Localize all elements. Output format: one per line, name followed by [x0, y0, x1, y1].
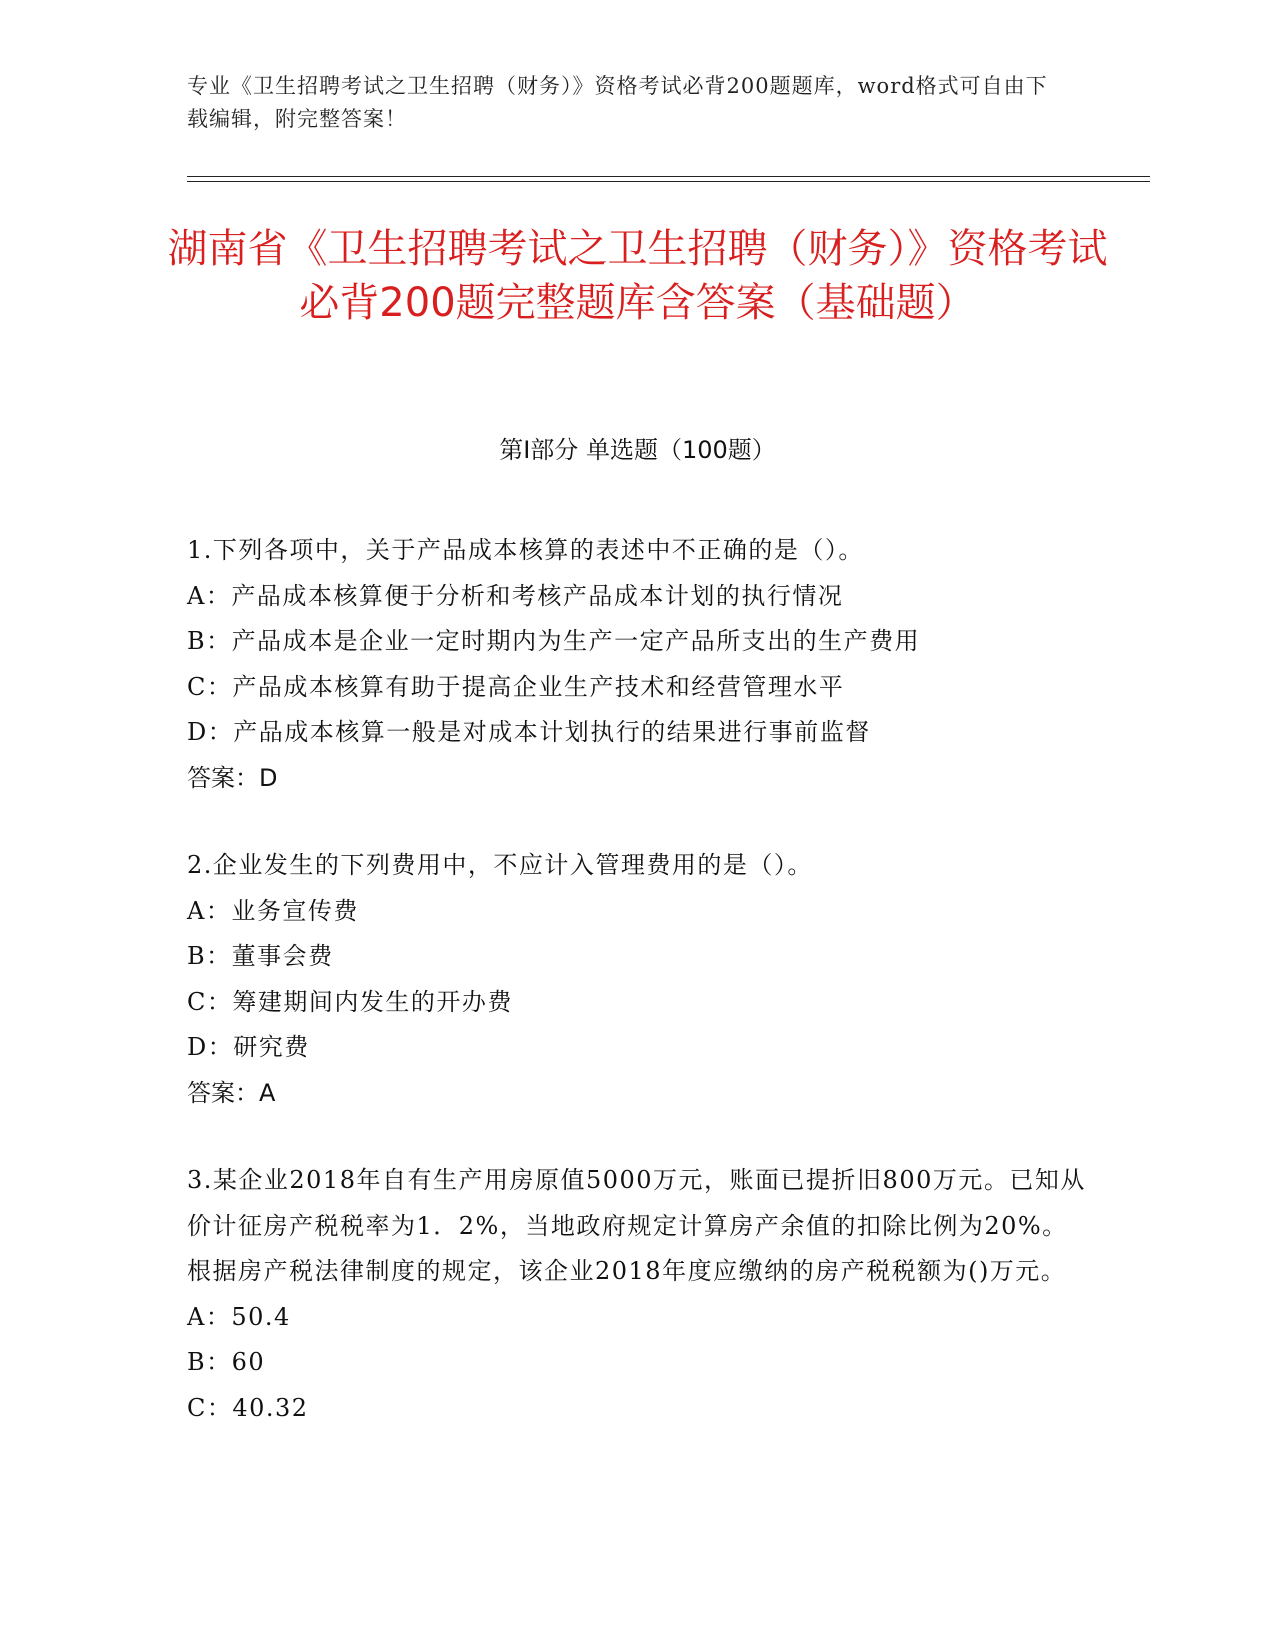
option-d: D：产品成本核算一般是对成本计划执行的结果进行事前监督 — [187, 718, 871, 746]
question-3 — [187, 1158, 1087, 1431]
option-b: B：产品成本是企业一定时期内为生产一定产品所支出的生产费用 — [187, 627, 921, 655]
question-list — [187, 528, 1087, 1473]
option-c: C：筹建期间内发生的开办费 — [187, 987, 513, 1016]
option-b: B：60 — [187, 1348, 266, 1376]
option-a: A：产品成本核算便于分析和考核产品成本计划的执行情况 — [187, 581, 844, 610]
header-divider-bottom — [187, 181, 1150, 182]
question-text: 2.企业发生的下列费用中，不应计入管理费用的是（）。 — [187, 851, 813, 879]
option-b: B：董事会费 — [187, 942, 334, 970]
header-divider-top — [187, 176, 1150, 177]
question-2 — [187, 843, 1087, 1116]
option-a: A：50.4 — [187, 1302, 291, 1331]
answer-line: 答案：A — [187, 1078, 276, 1107]
option-d: D：研究费 — [187, 1033, 310, 1061]
option-a: A：业务宣传费 — [187, 896, 359, 925]
document-title: 湖南省《卫生招聘考试之卫生招聘（财务）》资格考试必背200题完整题库含答案（基础题） — [167, 226, 1108, 326]
question-text: 1.下列各项中，关于产品成本核算的表述中不正确的是（）。 — [187, 536, 864, 564]
answer-line: 答案：D — [187, 763, 278, 792]
option-c: C：40.32 — [187, 1393, 309, 1422]
question-1 — [187, 528, 1087, 801]
header-note: 专业《卫生招聘考试之卫生招聘（财务）》资格考试必背200题题库，word格式可自由下载编辑，附完整答案！ — [187, 74, 1048, 131]
question-text: 3.某企业2018年自有生产用房原值5000万元，账面已提折旧800万元。已知从价计征房产税税率为1．2%，当地政府规定计算房产余值的扣除比例为20%。根据房产税法律制度的规定，该企业2018年度应缴纳的房产税税额为()万元。 — [187, 1166, 1086, 1285]
section-heading: 第I部分 单选题（100题） — [499, 436, 776, 464]
option-c: C：产品成本核算有助于提高企业生产技术和经营管理水平 — [187, 672, 845, 701]
